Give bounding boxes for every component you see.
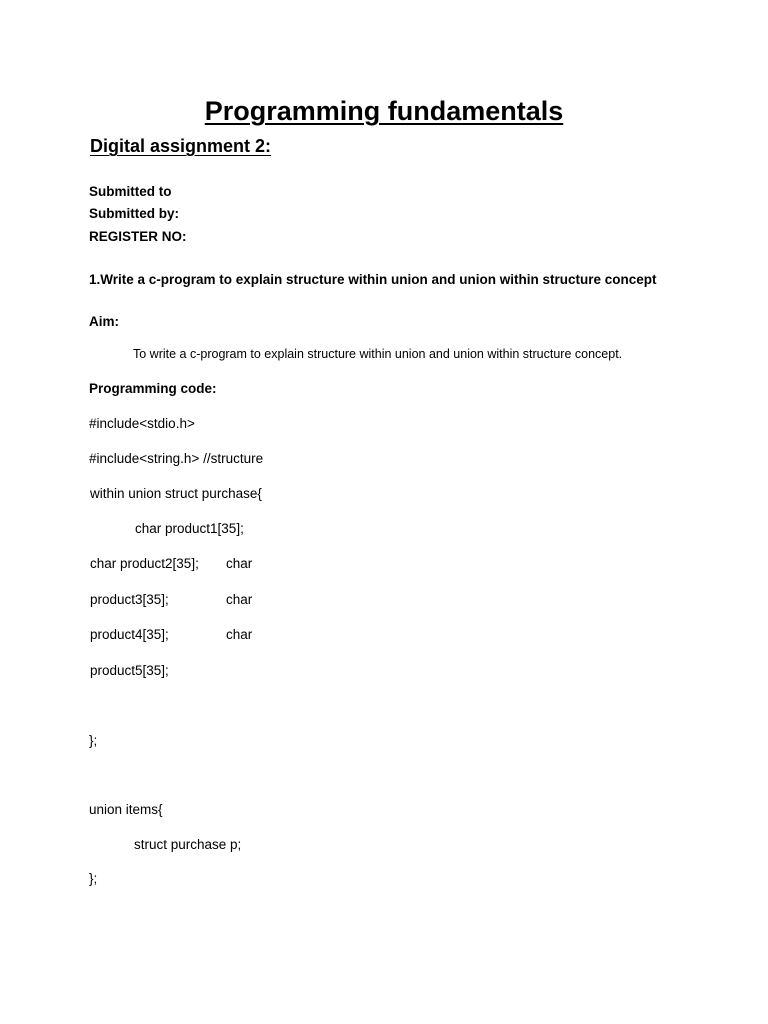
submitted-to-label: Submitted to: [89, 184, 172, 199]
code-line: product4[35];: [90, 627, 169, 642]
code-line: char: [226, 556, 253, 571]
question-text: 1.Write a c-program to explain structure within union and union within structure concept: [89, 272, 657, 287]
document-subtitle: Digital assignment 2:: [90, 136, 272, 156]
code-line: product5[35];: [90, 663, 169, 678]
document-title: Programming fundamentals: [204, 96, 564, 126]
code-line: char: [226, 592, 253, 607]
code-line: union items{: [89, 802, 163, 817]
code-line: product3[35];: [90, 592, 169, 607]
code-line: #include<stdio.h>: [89, 416, 195, 431]
code-line: within union struct purchase{: [90, 486, 262, 501]
code-line: struct purchase p;: [134, 837, 242, 852]
aim-text: To write a c-program to explain structure within union and union within structure concept.: [133, 347, 623, 361]
code-heading: Programming code:: [89, 381, 217, 396]
code-line: char: [226, 627, 253, 642]
code-line: };: [89, 733, 98, 748]
code-line: };: [89, 871, 98, 886]
code-line: #include<string.h> //structure: [89, 451, 264, 466]
code-line: char product2[35];: [90, 556, 199, 571]
register-no-label: REGISTER NO:: [89, 229, 187, 244]
aim-heading: Aim:: [89, 314, 119, 329]
code-line: char product1[35];: [135, 521, 244, 536]
submitted-by-label: Submitted by:: [89, 206, 179, 221]
